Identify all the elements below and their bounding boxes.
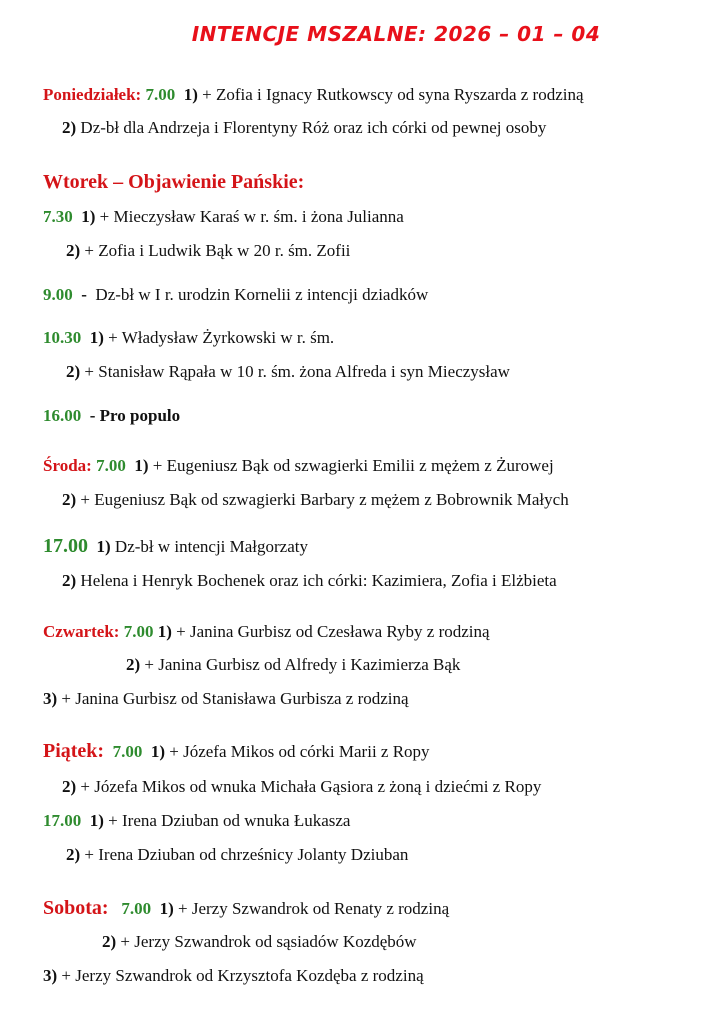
intention-number: 2): [62, 490, 77, 509]
intention-number: 2): [102, 932, 117, 951]
intention-text: + Zofia i Ludwik Bąk w 20 r. śm. Zofii: [84, 241, 351, 260]
intention-text: + Stanisław Rąpała w 10 r. śm. żona Alfreda i syn Mieczysław: [84, 362, 510, 381]
intention-text: Dz-bł w I r. urodzin Kornelii z intencji dziadków: [95, 285, 429, 304]
friday-line-3: [43, 810, 350, 832]
intention-text: + Irena Dziuban od chrześnicy Jolanty Dziuban: [84, 845, 409, 864]
intention-text: + Jerzy Szwandrok od sąsiadów Kozdębów: [120, 932, 417, 951]
intention-text: + Janina Gurbisz od Czesława Ryby z rodziną: [176, 622, 490, 641]
monday-line-1: [43, 84, 584, 106]
intention-text: + Eugeniusz Bąk od szwagierki Emilii z mężem z Żurowej: [152, 456, 554, 475]
intention-text: Dz-bł w intencji Małgorzaty: [114, 537, 308, 556]
intention-text: Pro populo: [99, 406, 181, 425]
intention-text: + Janina Gurbisz od Alfredy i Kazimierza Bąk: [144, 655, 461, 674]
intention-number: 1): [89, 328, 104, 347]
tuesday-line-2: [66, 240, 350, 262]
friday-line-2: [62, 776, 541, 798]
day-name: Wtorek – Objawienie Pańskie:: [43, 171, 305, 193]
saturday-line-3: [43, 965, 424, 987]
tuesday-line-6: [43, 405, 180, 427]
mass-time: 10.30: [43, 328, 82, 347]
monday-line-2: [62, 117, 546, 139]
intention-number: 2): [62, 777, 77, 796]
day-name: Poniedziałek:: [43, 85, 142, 104]
day-name: Czwartek:: [43, 622, 120, 641]
intention-text: + Jerzy Szwandrok od Renaty z rodziną: [178, 899, 450, 918]
thursday-line-3: [43, 688, 409, 710]
mass-time: 7.00: [121, 899, 152, 918]
intention-text: + Józefa Mikos od córki Marii z Ropy: [169, 742, 430, 761]
intention-text: + Władysław Żyrkowski w r. śm.: [108, 328, 335, 347]
intention-number: 1): [150, 742, 166, 761]
intention-number: 1): [81, 207, 96, 226]
day-name: Środa:: [43, 456, 92, 475]
intention-text: + Irena Dziuban od wnuka Łukasza: [108, 811, 351, 830]
mass-time: 7.00: [112, 742, 143, 761]
wednesday-line-2: [62, 489, 569, 511]
mass-time: 7.30: [43, 207, 73, 226]
mass-time: 17.00: [43, 811, 82, 830]
tuesday-line-4: [43, 327, 334, 349]
intention-number: 1): [183, 85, 198, 104]
thursday-line-2: [126, 654, 460, 676]
tuesday-line-3: [43, 284, 428, 306]
day-name: Sobota:: [43, 897, 109, 919]
intention-number: 1): [159, 899, 174, 918]
intention-number: 2): [126, 655, 141, 674]
intention-number: -: [89, 406, 96, 425]
intention-number: 2): [66, 241, 81, 260]
tuesday-line-5: [66, 361, 510, 383]
mass-time: 16.00: [43, 406, 82, 425]
friday-line-4: [66, 844, 408, 866]
intention-text: + Zofia i Ignacy Rutkowscy od syna Ryszarda z rodziną: [202, 85, 584, 104]
thursday-line-1: [43, 621, 490, 643]
intention-text: + Józefa Mikos od wnuka Michała Gąsiora z żoną i dziećmi z Ropy: [80, 777, 542, 796]
intention-text: Dz-bł dla Andrzeja i Florentyny Róż oraz ich córki od pewnej osoby: [80, 118, 547, 137]
mass-time: 7.00: [145, 85, 176, 104]
intention-number: 3): [43, 966, 58, 985]
mass-time: 9.00: [43, 285, 73, 304]
wednesday-line-3: [43, 535, 308, 558]
intention-text: + Janina Gurbisz od Stanisława Gurbisza z rodziną: [61, 689, 409, 708]
intention-text: + Mieczysław Karaś w r. śm. i żona Julianna: [99, 207, 404, 226]
mass-time: 7.00: [96, 456, 126, 475]
intention-number: 2): [62, 118, 77, 137]
intention-text: Helena i Henryk Bochenek oraz ich córki: Kazimiera, Zofia i Elżbieta: [80, 571, 557, 590]
day-name: Piątek:: [43, 740, 105, 762]
tuesday-heading: [43, 171, 304, 193]
intention-number: 2): [62, 571, 77, 590]
intention-number: 2): [66, 362, 81, 381]
wednesday-line-1: [43, 455, 554, 477]
intention-text: + Jerzy Szwandrok od Krzysztofa Kozdęba z rodziną: [61, 966, 424, 985]
intention-number: 1): [89, 811, 104, 830]
tuesday-line-1: [43, 206, 404, 228]
saturday-line-2: [102, 931, 417, 953]
intention-number: 2): [66, 845, 81, 864]
page-title: INTENCJE MSZALNE: 2026 – 01 – 04: [191, 22, 601, 46]
intention-number: 1): [96, 537, 111, 556]
intention-number: 1): [157, 622, 172, 641]
intention-number: -: [81, 285, 87, 304]
mass-time: 17.00: [43, 535, 88, 557]
mass-time: 7.00: [123, 622, 154, 641]
intention-text: + Eugeniusz Bąk od szwagierki Barbary z mężem z Bobrownik Małych: [80, 490, 569, 509]
wednesday-line-4: [62, 570, 557, 592]
intention-number: 1): [134, 456, 149, 475]
intention-number: 3): [43, 689, 58, 708]
saturday-line-1: [43, 897, 449, 920]
friday-line-1: [43, 740, 430, 763]
